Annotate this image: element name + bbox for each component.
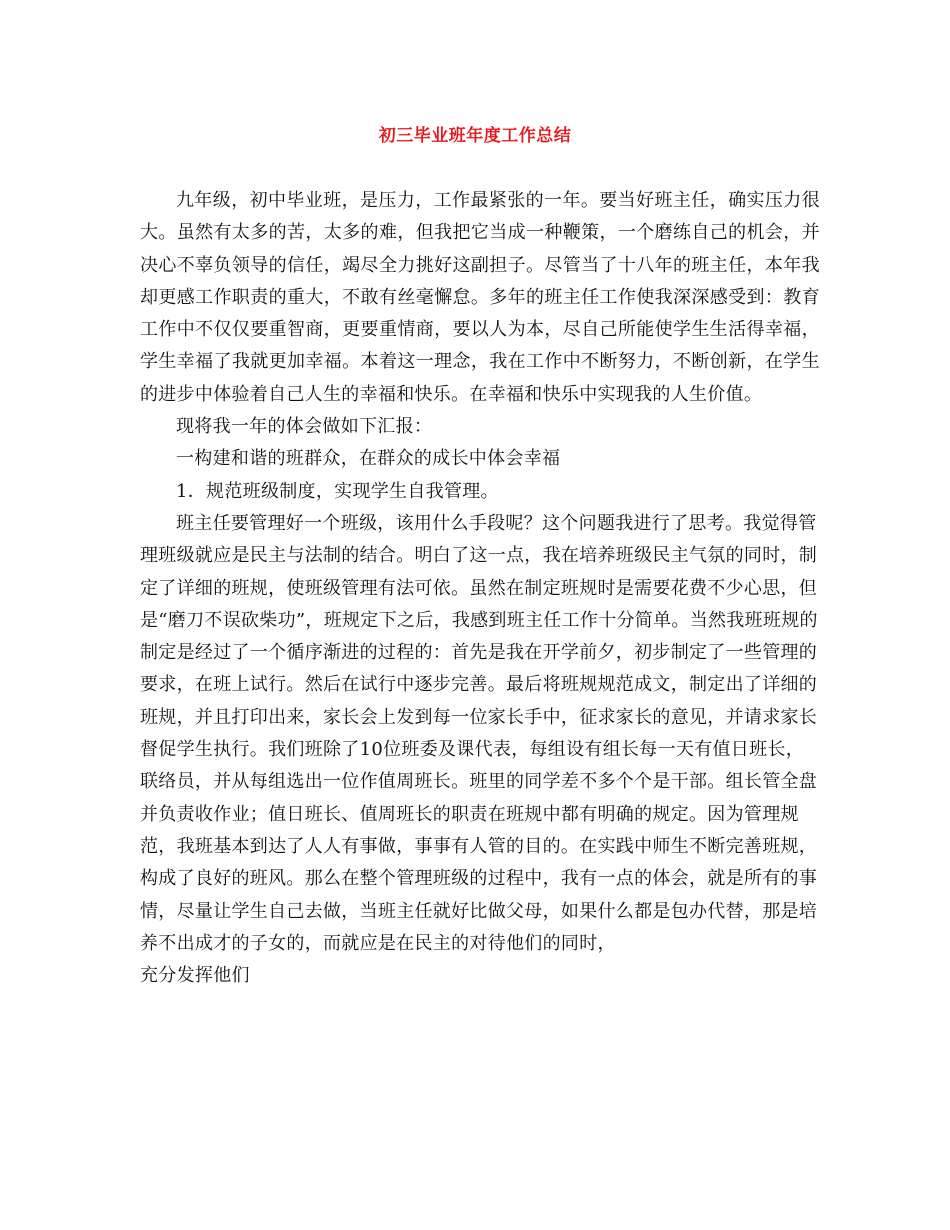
paragraph-class-rules: 班主任要管理好一个班级，该用什么手段呢？这个问题我进行了思考。我觉得管理班级就应是民主与法制的结合。明白了这一点，我在培养班级民主气氛的同时，制定了详细的班规，使班级管理有法可依。虽然在制定班规时是需要花费不少心思，但是“磨刀不误砍柴功”，班规定下之后，我感到班主任工作十分简单。当然我班班规的制定是经过了一个循序渐进的过程的：首先是我在开学前夕，初步制定了一些管理的要求，在班上试行。然后在试行中逐步完善。最后将班规规范成文，制定出了详细的班规，并且打印出来，家长会上发到每一位家长手中，征求家长的意见，并请求家长督促学生执行。我们班除了10位班委及课代表，每组设有组长每一天有值日班长，联络员，并从每组选出一位作值周班长。班里的同学差不多个个是干部。组长管全盘并负责收作业；值日班长、值周班长的职责在班规中都有明确的规定。因为管理规范，我班基本到达了人人有事做，事事有人管的目的。在实践中师生不断完善班规，构成了良好的班风。那么在整个管理班级的过程中，我有一点的体会，就是所有的事情，尽量让学生自己去做，当班主任就好比做父母，如果什么都是包办代替，那是培养不出成才的子女的，而就应是在民主的对待他们的同时， <box>140 512 818 954</box>
subsection-heading: 1．规范班级制度，实现学生自我管理。 <box>176 480 499 502</box>
section-heading: 一构建和谐的班群众，在群众的成长中体会幸福 <box>176 448 561 470</box>
paragraph-report: 现将我一年的体会做如下汇报： <box>176 416 433 438</box>
paragraph-continuation: 充分发挥他们 <box>140 965 250 987</box>
paragraph-intro: 九年级，初中毕业班，是压力，工作最紧张的一年。要当好班主任，确实压力很大。虽然有太多的苦，太多的难，但我把它当成一种鞭策，一个磨练自己的机会，并决心不辜负领导的信任，竭尽全力挑好这副担子。尽管当了十八年的班主任，本年我却更感工作职责的重大，不敢有丝毫懈怠。多年的班主任工作使我深深感受到：教育工作中不仅仅要重智商，更要重情商，要以人为本，尽自己所能使学生生活得幸福，学生幸福了我就更加幸福。本着这一理念，我在工作中不断努力，不断创新，在学生的进步中体验着自己人生的幸福和快乐。在幸福和快乐中实现我的人生价值。 <box>140 190 820 405</box>
document-body <box>140 185 820 992</box>
document-title: 初三毕业班年度工作总结 <box>378 126 572 146</box>
